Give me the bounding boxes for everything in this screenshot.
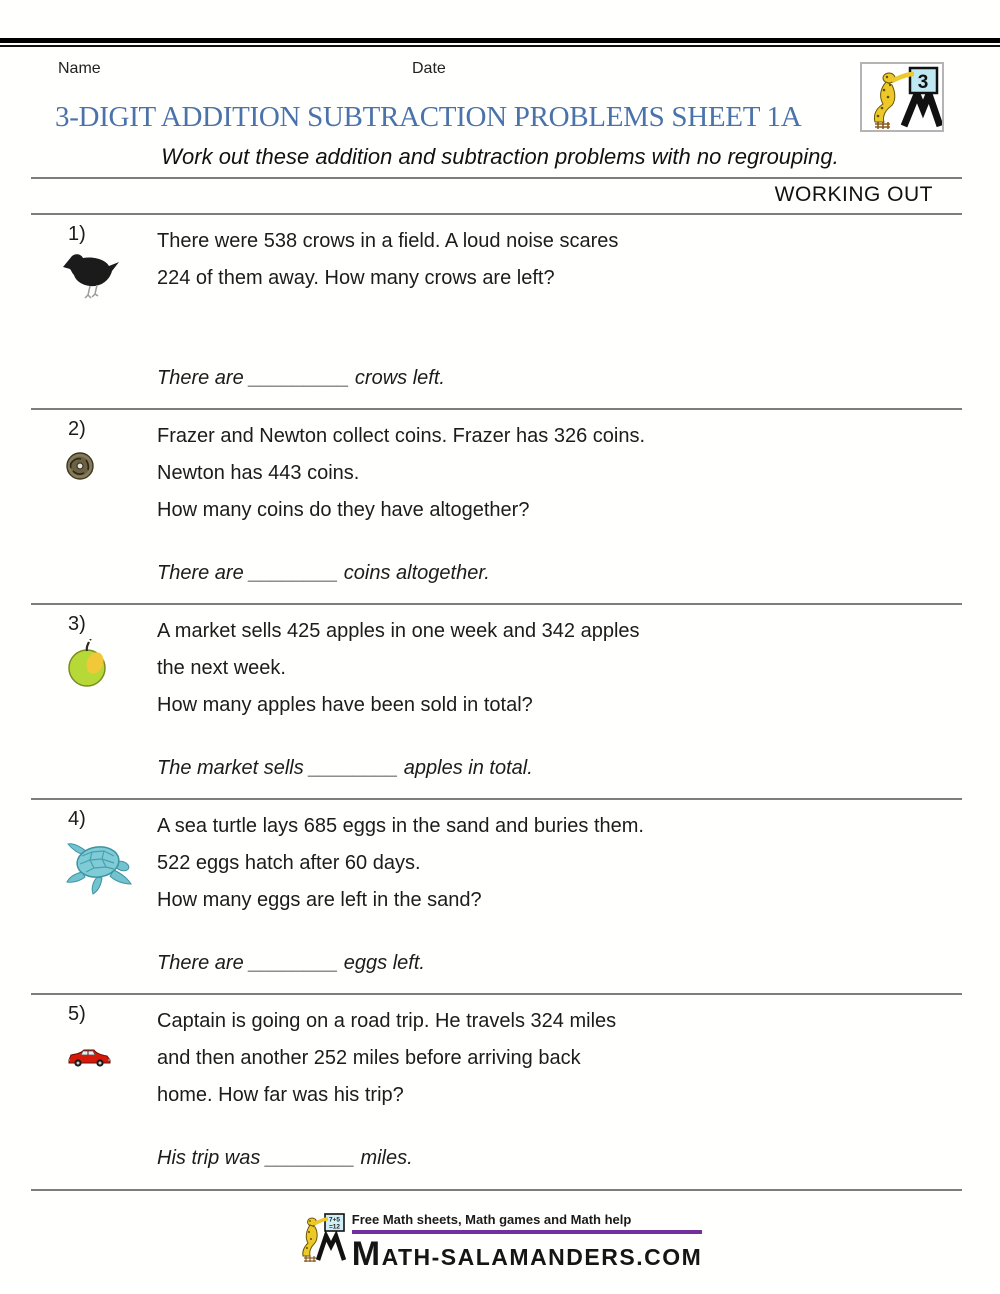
answer-sentence: The market sells ________ apples in total. [157, 757, 533, 779]
name-label: Name [58, 60, 101, 77]
footer-tagline: Free Math sheets, Math games and Math help [352, 1212, 703, 1234]
problem-text-line: Frazer and Newton collect coins. Frazer has 326 coins. [157, 425, 645, 447]
working-out-label: WORKING OUT [774, 183, 933, 206]
answer-sentence: There are ________ eggs left. [157, 952, 425, 974]
bottom-divider [31, 1189, 962, 1191]
footer-salamander-icon [298, 1212, 346, 1264]
footer-text-block [352, 1212, 703, 1274]
salamander-logo [860, 62, 944, 132]
logo-grade-number: 3 [917, 72, 929, 93]
problem-text [157, 808, 837, 919]
salamander-grade-icon [862, 64, 942, 130]
answer-sentence: There are _________ crows left. [157, 367, 445, 389]
problem-text-line: 522 eggs hatch after 60 days. [157, 852, 421, 874]
car-icon [66, 1045, 111, 1072]
problem-3 [31, 603, 962, 800]
footer-board-line-2: =12 [328, 1223, 340, 1231]
problem-text-line: home. How far was his trip? [157, 1084, 404, 1106]
problem-number: 1) [68, 223, 86, 245]
problem-text-line: Newton has 443 coins. [157, 462, 360, 484]
date-label: Date [412, 60, 446, 77]
problem-number: 2) [68, 418, 86, 440]
answer-sentence: His trip was ________ miles. [157, 1147, 413, 1169]
problem-text-line: How many coins do they have altogether? [157, 499, 530, 521]
header-divider [31, 177, 962, 179]
problem-text-line: There were 538 crows in a field. A loud noise scares [157, 230, 619, 252]
problem-text-line: A sea turtle lays 685 eggs in the sand and buries them. [157, 815, 644, 837]
problem-number: 3) [68, 613, 86, 635]
problem-text-line: Captain is going on a road trip. He travels 324 miles [157, 1010, 617, 1032]
problem-1 [31, 213, 962, 410]
problem-text-line: 224 of them away. How many crows are left? [157, 267, 555, 289]
problem-4 [31, 798, 962, 995]
footer-board-line-1: 7+5 [328, 1216, 340, 1224]
problem-text [157, 223, 837, 297]
problem-text-line: How many eggs are left in the sand? [157, 889, 482, 911]
answer-sentence: There are ________ coins altogether. [157, 562, 490, 584]
problem-5 [31, 993, 962, 1190]
turtle-icon [64, 836, 139, 901]
top-border-bar [0, 38, 1000, 43]
problem-text-line: How many apples have been sold in total? [157, 694, 533, 716]
apple-icon [66, 639, 111, 694]
problem-number: 5) [68, 1003, 86, 1025]
top-border-thin-line [0, 45, 1000, 47]
crow-icon [62, 248, 120, 305]
problem-text [157, 418, 837, 529]
problem-text [157, 613, 837, 724]
problem-text-line: the next week. [157, 657, 286, 679]
problem-2 [31, 408, 962, 605]
instructions: Work out these addition and subtraction problems with no regrouping. [161, 144, 839, 169]
problem-text [157, 1003, 837, 1114]
site-name: MATH-SALAMANDERS.COM [351, 1235, 703, 1273]
problem-text-line: A market sells 425 apples in one week and 342 apples [157, 620, 640, 642]
page-title: 3-DIGIT ADDITION SUBTRACTION PROBLEMS SHEET 1A [55, 101, 802, 133]
problem-number: 4) [68, 808, 86, 830]
footer [0, 1212, 1000, 1274]
problem-text-line: and then another 252 miles before arriving back [157, 1047, 581, 1069]
coin-icon [66, 452, 94, 485]
